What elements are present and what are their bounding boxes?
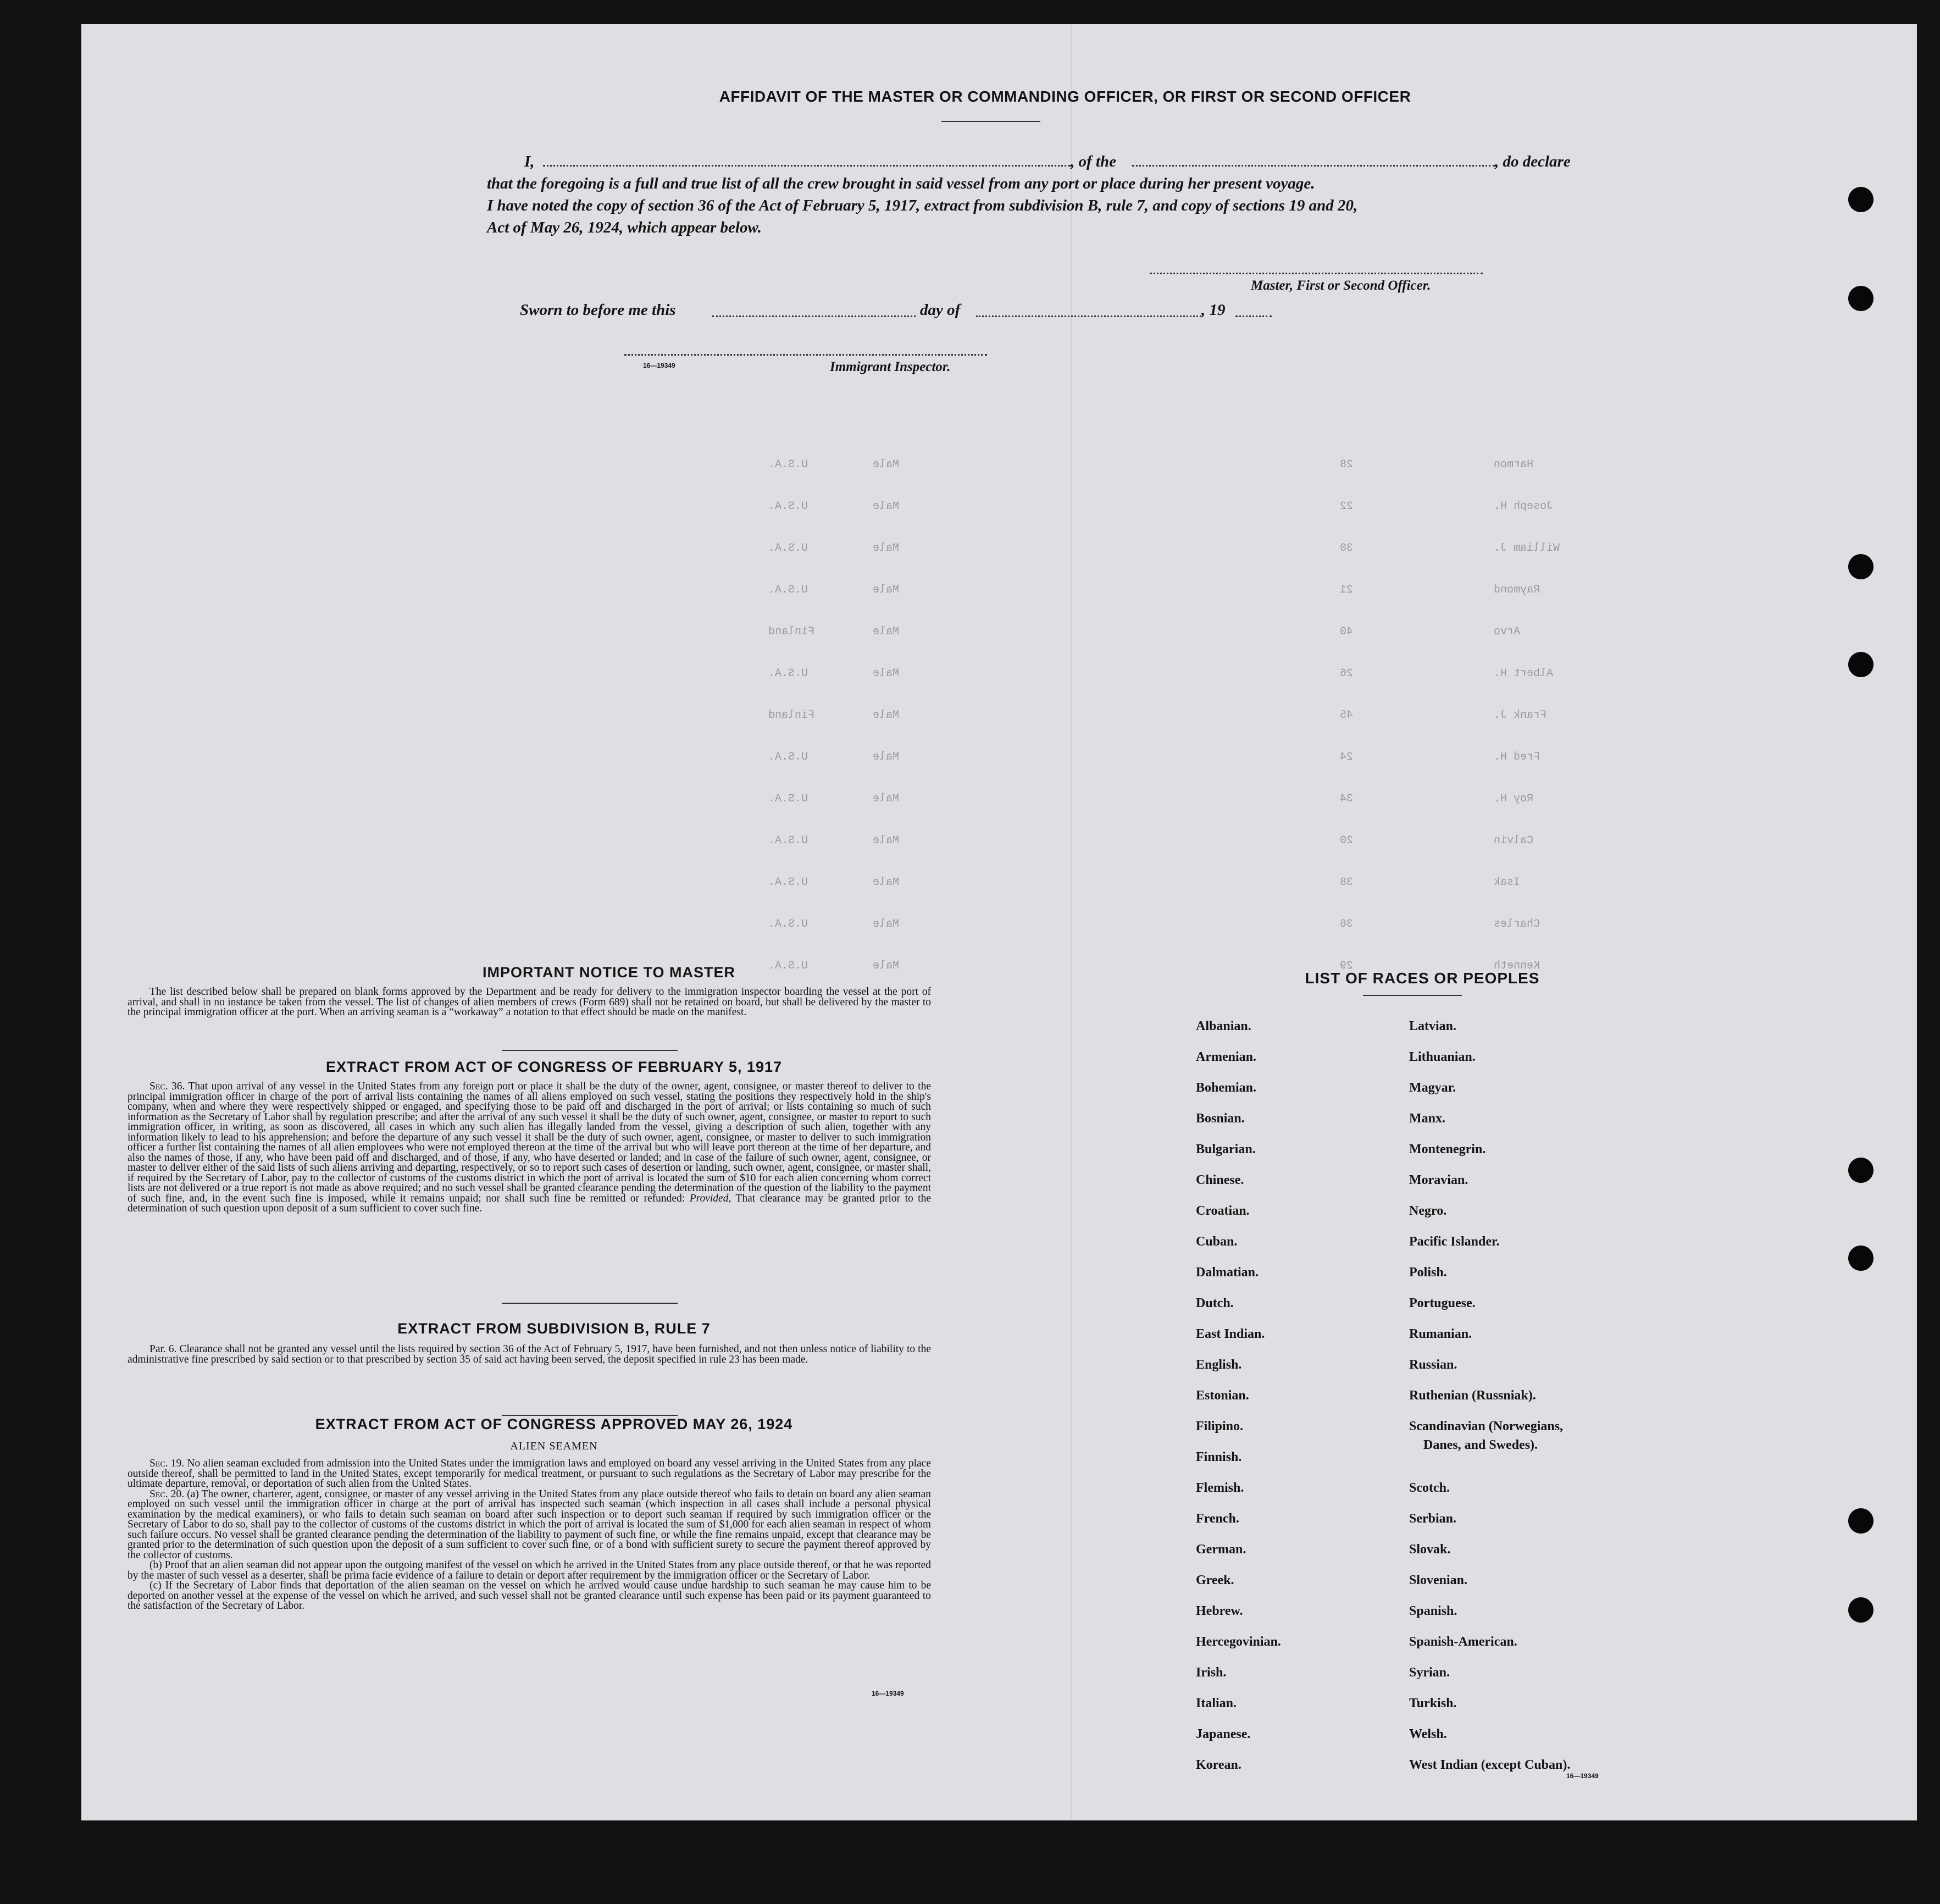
ghost-age: 28 xyxy=(1340,458,1354,471)
ghost-sex: Male xyxy=(873,458,900,471)
ghost-nat: U.S.A. xyxy=(768,500,808,513)
vessel-label: , of the xyxy=(1071,153,1116,170)
extract-1924-text xyxy=(128,1459,931,1612)
race-left-item: Filipino. xyxy=(1196,1419,1244,1433)
ghost-nat: U.S.A. xyxy=(768,751,808,763)
affidavit-title: AFFIDAVIT OF THE MASTER OR COMMANDING OFFICER, OR FIRST OR SECOND OFFICER xyxy=(719,88,1411,105)
ghost-name: Isak xyxy=(1494,876,1521,889)
ghost-age: 38 xyxy=(1340,876,1354,889)
sworn-year-field[interactable] xyxy=(1235,316,1272,317)
race-left-item: Croatian. xyxy=(1196,1204,1250,1218)
race-right-item: Turkish. xyxy=(1409,1696,1457,1711)
extract-1917-text xyxy=(128,1082,931,1214)
race-left-item: Finnish. xyxy=(1196,1450,1242,1464)
race-left-item: Cuban. xyxy=(1196,1235,1238,1249)
ghost-nat: U.S.A. xyxy=(768,584,808,596)
race-right-item: Moravian. xyxy=(1409,1173,1468,1187)
race-right-item: Latvian. xyxy=(1409,1019,1457,1033)
race-left-item: Bulgarian. xyxy=(1196,1142,1256,1156)
ghost-nat: U.S.A. xyxy=(768,793,808,805)
ghost-sex: Male xyxy=(873,500,900,513)
race-left-item: Korean. xyxy=(1196,1758,1241,1772)
ghost-age: 29 xyxy=(1340,960,1354,972)
race-right-item: Pacific Islander. xyxy=(1409,1235,1500,1249)
notice-paragraph: The list described below shall be prepared on blank forms approved by the Department and be ready for delivery to the immigration inspector boarding the vessel at the port of arrival, and shall in no instance be taken from the vessel. The list of changes of alien members of crews (Form 689) shall not be retained on board, but shall be delivered by the master to the principal immigration officer at the port. When an arriving seaman is a “workaway” a notation to that effect should be made on the manifest. xyxy=(128,986,931,1018)
section-36-body: That upon arrival of any vessel in the United States from any foreign port or place it shall be the duty of the owner, agent, consignee, or master thereof to deliver to the principal immigration officer in charge of the port of arrival lists containing the names of all aliens employed on such vessel, stating the positions they respectively hold in the ship's company, when and where they were respectively shipped or engaged, and specifying those to be paid off and discharged in the port of arrival; or lists containing so much of such information as the Secretary of Labor shall by regulation prescribe; and after the arrival of any such vessel it shall be the duty of such owner, agent, consignee, or master to report to such immigration officer, in writing, as soon as discovered, all cases in which any such alien has illegally landed from the vessel, giving a description of such alien, together with any information likely to lead to his apprehension; and before the departure of any such vessel it shall be the duty of such owner, agent, consignee, or master to deliver to such immigration officer a further list containing the names of all alien employees who were not employed thereon at the time of the arrival but who will leave port thereon at the time of her departure, and also the names of those, if any, who have been paid off and discharged, and of those, if any, who have deserted or landed; and in case of the failure of such owner, agent, consignee, or master to deliver either of the said lists of such aliens arriving and departing, respectively, or so to report such cases of desertion or landing, such owner, agent, consignee, or master shall, if required by the Secretary of Labor, pay to the collector of customs of the customs district in which the port of arrival is located the sum of $10 for each alien concerning whom correct lists are not delivered or a true report is not made as above required; and no such vessel shall be granted clearance pending the determination of the question of the liability to the payment of such fine, and, in the event such fine is imposed, while it remains unpaid; nor shall such fine be remitted or refunded: xyxy=(128,1081,931,1204)
ghost-sex: Male xyxy=(873,918,900,931)
ghost-name: Arvo xyxy=(1494,626,1521,638)
extract-b-title: EXTRACT FROM SUBDIVISION B, RULE 7 xyxy=(397,1320,711,1337)
year-label: , 19 xyxy=(1201,301,1226,319)
master-signature-field[interactable] xyxy=(1150,273,1483,274)
punch-hole xyxy=(1848,1508,1874,1534)
proviso-text: That clearance may be granted prior to the determination of such question upon deposit of a sum sufficient to cover such fine. xyxy=(128,1192,932,1214)
race-left-item: Irish. xyxy=(1196,1665,1227,1680)
race-right-item: Danes, and Swedes). xyxy=(1423,1438,1538,1452)
race-right-item: Slovak. xyxy=(1409,1542,1451,1557)
race-right-item: Portuguese. xyxy=(1409,1296,1476,1310)
ghost-nat: U.S.A. xyxy=(768,876,808,889)
race-right-item: Rumanian. xyxy=(1409,1327,1472,1341)
ghost-nat: U.S.A. xyxy=(768,918,808,931)
race-left-item: Hercegovinian. xyxy=(1196,1635,1281,1649)
ghost-name: William J. xyxy=(1494,542,1560,555)
affiant-name-field[interactable] xyxy=(543,165,1071,167)
ghost-name: Albert H. xyxy=(1494,667,1554,680)
ghost-age: 20 xyxy=(1340,834,1354,847)
race-left-item: Dutch. xyxy=(1196,1296,1234,1310)
extract-1924-subtitle: ALIEN SEAMEN xyxy=(510,1440,598,1452)
ghost-sex: Male xyxy=(873,709,900,722)
races-divider xyxy=(1363,995,1462,996)
ghost-name: Frank J. xyxy=(1494,709,1547,722)
ghost-name: Charles xyxy=(1494,918,1540,931)
ghost-name: Joseph H. xyxy=(1494,500,1554,513)
race-left-item: Dalmatian. xyxy=(1196,1265,1259,1280)
vessel-name-field[interactable] xyxy=(1132,165,1495,167)
race-left-item: English. xyxy=(1196,1358,1242,1372)
inspector-label: Immigrant Inspector. xyxy=(830,359,951,374)
extract-b-text xyxy=(128,1344,931,1365)
section-19-label: Sec. 19. xyxy=(149,1458,185,1469)
section-divider xyxy=(502,1050,678,1051)
race-right-item: Manx. xyxy=(1409,1111,1445,1126)
ghost-sex: Male xyxy=(873,876,900,889)
race-left-item: Japanese. xyxy=(1196,1727,1251,1741)
ghost-age: 26 xyxy=(1340,667,1354,680)
race-right-item: Scandinavian (Norwegians, xyxy=(1409,1419,1564,1433)
race-right-item: Ruthenian (Russniak). xyxy=(1409,1388,1536,1403)
ghost-age: 22 xyxy=(1340,500,1354,513)
punch-hole xyxy=(1848,187,1874,212)
ghost-nat: U.S.A. xyxy=(768,542,808,555)
ghost-name: Calvin xyxy=(1494,834,1534,847)
section-36-label: Sec. 36. xyxy=(149,1081,185,1092)
race-right-item: Montenegrin. xyxy=(1409,1142,1486,1156)
notice-title: IMPORTANT NOTICE TO MASTER xyxy=(483,964,735,981)
ghost-sex: Male xyxy=(873,793,900,805)
extract-1924-title: EXTRACT FROM ACT OF CONGRESS APPROVED MAY 26, 1924 xyxy=(315,1416,793,1432)
race-right-item: Spanish-American. xyxy=(1409,1635,1517,1649)
ghost-name: Roy H. xyxy=(1494,793,1534,805)
punch-hole xyxy=(1848,1158,1874,1183)
punch-hole xyxy=(1848,554,1874,579)
ghost-age: 40 xyxy=(1340,626,1354,638)
race-right-item: Magyar. xyxy=(1409,1081,1456,1095)
document-page xyxy=(81,24,1917,1820)
ghost-nat: U.S.A. xyxy=(768,458,808,471)
title-divider xyxy=(941,121,1040,122)
race-right-item: Polish. xyxy=(1409,1265,1447,1280)
section-20-label: Sec. 20. xyxy=(149,1488,185,1500)
ghost-name: Raymond xyxy=(1494,584,1540,596)
ghost-nat: U.S.A. xyxy=(768,834,808,847)
section-20a-body: (a) The owner, charterer, agent, consignee, or master of any vessel arriving in the United States from any place outside thereof who fails to detain on board any alien seaman employed on such vessel until the immigration officer in charge at the port of arrival has inspected such seaman (which inspection in all cases shall include a personal physical examination by the medical examiners), or who fails to detain such seaman on board after such inspection or to deport such seaman if required by such immigration officer or the Secretary of Labor to do so, shall pay to the collector of customs of the customs district in which the port of arrival is located the sum of $1,000 for each alien seaman in respect of whom such failure occurs. No vessel shall be granted clearance pending the determination of the liability to payment of such fine, or while the fine remains unpaid, except that clearance may be granted prior to the determination of such question upon the deposit of a sum sufficient to cover such fine, or of a bond with sufficient surety to secure the payment thereof approved by the collector of customs. xyxy=(128,1488,932,1561)
page-fold xyxy=(1071,24,1072,1820)
affidavit-line-4: Act of May 26, 1924, which appear below. xyxy=(487,219,762,236)
ghost-sex: Male xyxy=(873,751,900,763)
affidavit-line-3: I have noted the copy of section 36 of the Act of February 5, 1917, extract from subdivision B, rule 7, and copy of sections 19 and 20, xyxy=(487,197,1358,214)
sworn-month-field[interactable] xyxy=(976,316,1201,317)
ghost-sex: Male xyxy=(873,834,900,847)
sworn-label: Sworn to before me this xyxy=(520,301,676,319)
race-left-item: Bohemian. xyxy=(1196,1081,1257,1095)
ghost-nat: Finland xyxy=(768,626,815,638)
race-right-item: Slovenian. xyxy=(1409,1573,1468,1587)
inspector-signature-field[interactable] xyxy=(624,354,987,356)
day-of-label: day of xyxy=(920,301,961,319)
race-left-item: French. xyxy=(1196,1512,1239,1526)
section-divider xyxy=(502,1303,678,1304)
race-right-item: Spanish. xyxy=(1409,1604,1457,1618)
race-right-item: Russian. xyxy=(1409,1358,1457,1372)
race-right-item: Serbian. xyxy=(1409,1512,1457,1526)
extract-b-paragraph: Par. 6. Clearance shall not be granted any vessel until the lists required by section 36 of the Act of February 5, 1917, have been furnished, and not then unless notice of liability to the administrative fine prescribed by said section or to that prescribed by section 35 of said act having been served, the deposit specified in rule 23 has been made. xyxy=(128,1343,931,1365)
race-right-item: Scotch. xyxy=(1409,1481,1450,1495)
races-title: LIST OF RACES OR PEOPLES xyxy=(1305,970,1540,987)
ghost-sex: Male xyxy=(873,960,900,972)
ghost-sex: Male xyxy=(873,626,900,638)
ghost-name: Harmon xyxy=(1494,458,1534,471)
ghost-name: Kenneth xyxy=(1494,960,1540,972)
affidavit-line-2: that the foregoing is a full and true list of all the crew brought in said vessel from any port or place during her present voyage. xyxy=(487,175,1315,192)
master-signature-label: Master, First or Second Officer. xyxy=(1251,278,1431,293)
race-left-item: Flemish. xyxy=(1196,1481,1244,1495)
form-number: 16—19349 xyxy=(872,1690,904,1697)
punch-hole xyxy=(1848,1246,1874,1271)
race-right-item: Welsh. xyxy=(1409,1727,1447,1741)
race-left-item: German. xyxy=(1196,1542,1246,1557)
punch-hole xyxy=(1848,286,1874,311)
affiant-label: I, xyxy=(524,153,535,170)
race-left-item: East Indian. xyxy=(1196,1327,1265,1341)
section-19-body: No alien seaman excluded from admission into the United States under the immigration laws and employed on board any vessel arriving in the United States from any place outside thereof, shall be permitted to land in the United States, except temporarily for medical treatment, or pursuant to such regulations as the Secretary of Labor may prescribe for the ultimate departure, removal, or deportation of such alien from the United States. xyxy=(128,1458,931,1490)
punch-hole xyxy=(1848,652,1874,677)
race-right-item: Lithuanian. xyxy=(1409,1050,1476,1064)
form-number: 16—19349 xyxy=(1566,1772,1599,1780)
race-left-item: Greek. xyxy=(1196,1573,1234,1587)
declare-label: , do declare xyxy=(1495,153,1571,170)
ghost-nat: Finland xyxy=(768,709,815,722)
ghost-age: 21 xyxy=(1340,584,1354,596)
ghost-sex: Male xyxy=(873,584,900,596)
ghost-age: 45 xyxy=(1340,709,1354,722)
race-left-item: Hebrew. xyxy=(1196,1604,1243,1618)
section-20b-body: (b) Proof that an alien seaman did not appear upon the outgoing manifest of the vessel on which he arrived in the United States from any place outside thereof, or that he was reported by the master of such vessel as a deserter, shall be prima facie evidence of a failure to detain or deport after requirement by the immigration officer or the Secretary of Labor. xyxy=(128,1559,931,1581)
notice-text xyxy=(128,987,931,1018)
ghost-name: Fred H. xyxy=(1494,751,1540,763)
race-left-item: Italian. xyxy=(1196,1696,1237,1711)
form-number: 16—19349 xyxy=(643,362,675,369)
ghost-nat: U.S.A. xyxy=(768,960,808,972)
race-left-item: Albanian. xyxy=(1196,1019,1251,1033)
race-left-item: Estonian. xyxy=(1196,1388,1249,1403)
race-left-item: Bosnian. xyxy=(1196,1111,1245,1126)
ghost-sex: Male xyxy=(873,542,900,555)
ghost-sex: Male xyxy=(873,667,900,680)
ghost-age: 36 xyxy=(1340,918,1354,931)
ghost-age: 24 xyxy=(1340,751,1354,763)
ghost-age: 30 xyxy=(1340,542,1354,555)
ghost-age: 34 xyxy=(1340,793,1354,805)
punch-hole xyxy=(1848,1597,1874,1623)
race-right-item: Negro. xyxy=(1409,1204,1447,1218)
proviso-word: Provided, xyxy=(689,1192,731,1204)
race-right-item: West Indian (except Cuban). xyxy=(1409,1758,1571,1772)
race-left-item: Armenian. xyxy=(1196,1050,1256,1064)
section-20c-body: (c) If the Secretary of Labor finds that deportation of the alien seaman on the vessel on which he arrived would cause undue hardship to such seaman he may cause him to be deported on another vessel at the expense of the vessel on which he arrived, and such vessel shall not be granted clearance until such expense has been paid or its payment guaranteed to the satisfaction of the Secretary of Labor. xyxy=(128,1580,931,1612)
race-left-item: Chinese. xyxy=(1196,1173,1244,1187)
ghost-nat: U.S.A. xyxy=(768,667,808,680)
sworn-day-field[interactable] xyxy=(712,316,916,317)
race-right-item: Syrian. xyxy=(1409,1665,1450,1680)
extract-1917-title: EXTRACT FROM ACT OF CONGRESS OF FEBRUARY 5, 1917 xyxy=(325,1059,783,1075)
